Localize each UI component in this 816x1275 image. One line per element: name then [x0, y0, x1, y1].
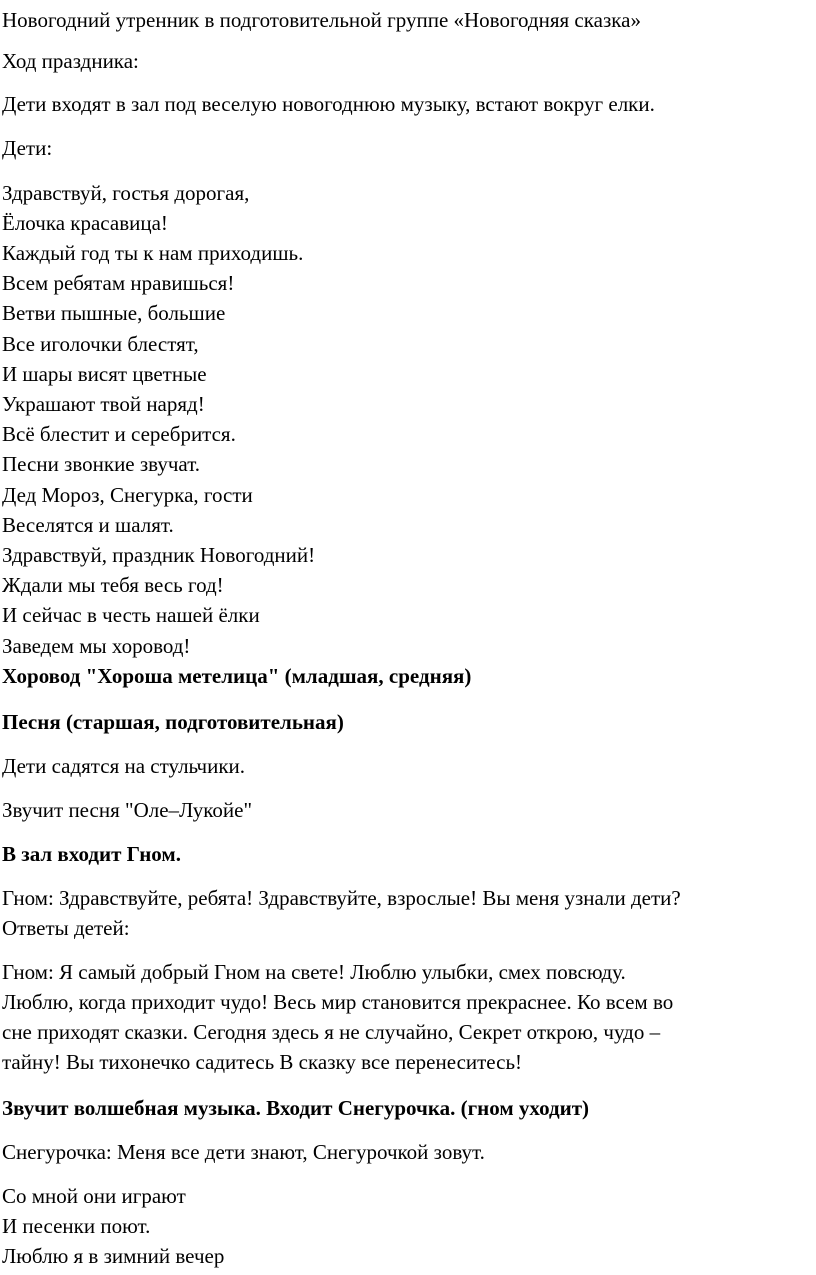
- poem-line: Здравствуй, гостья дорогая,: [2, 181, 250, 205]
- poem-line: Всем ребятам нравишься!: [2, 271, 235, 295]
- poem-line: Ждали мы тебя весь год!: [2, 573, 224, 597]
- paragraph: Ответы детей:: [2, 916, 130, 940]
- poem-line: Ветви пышные, большие: [2, 301, 226, 325]
- poem-line: Всё блестит и серебрится.: [2, 422, 236, 446]
- paragraph: Дети садятся на стульчики.: [2, 754, 246, 778]
- poem-line: Ёлочка красавица!: [2, 211, 168, 235]
- paragraph: Гном: Здравствуйте, ребята! Здравствуйте, взрослые! Вы меня узнали дети?: [2, 886, 681, 910]
- poem-line: Люблю я в зимний вечер: [2, 1244, 225, 1268]
- poem-line: Все иголочки блестят,: [2, 332, 199, 356]
- paragraph: Дети входят в зал под веселую новогоднюю музыку, встают вокруг елки.: [2, 92, 655, 116]
- poem-line: Украшают твой наряд!: [2, 392, 205, 416]
- poem-line: Со мной они играют: [2, 1184, 186, 1208]
- poem-line: И сейчас в честь нашей ёлки: [2, 603, 260, 627]
- paragraph: Гном: Я самый добрый Гном на свете! Люблю улыбки, смех повсюду.: [2, 960, 626, 984]
- paragraph: Снегурочка: Меня все дети знают, Снегурочкой зовут.: [2, 1140, 485, 1164]
- section-heading: В зал входит Гном.: [2, 842, 181, 866]
- paragraph: Звучит песня "Оле–Лукойе": [2, 798, 253, 822]
- poem-line: Здравствуй, праздник Новогодний!: [2, 543, 316, 567]
- poem-line: И шары висят цветные: [2, 362, 207, 386]
- paragraph: Люблю, когда приходит чудо! Весь мир становится прекраснее. Ко всем во: [2, 990, 674, 1014]
- poem-line: Песни звонкие звучат.: [2, 452, 201, 476]
- poem-line: Каждый год ты к нам приходишь.: [2, 241, 304, 265]
- paragraph: тайну! Вы тихонечко садитесь В сказку все перенеситесь!: [2, 1050, 523, 1074]
- document-title: Новогодний утренник в подготовительной группе «Новогодняя сказка»: [2, 8, 641, 32]
- paragraph: Дети:: [2, 136, 53, 160]
- section-heading: Песня (старшая, подготовительная): [2, 710, 344, 734]
- section-heading: Хоровод "Хороша метелица" (младшая, средняя): [2, 664, 472, 688]
- section-heading: Звучит волшебная музыка. Входит Снегурочка. (гном уходит): [2, 1096, 590, 1120]
- paragraph: Ход праздника:: [2, 49, 139, 73]
- poem-line: Веселятся и шалят.: [2, 513, 174, 537]
- paragraph: сне приходят сказки. Сегодня здесь я не случайно, Секрет открою, чудо –: [2, 1020, 661, 1044]
- poem-line: Заведем мы хоровод!: [2, 634, 191, 658]
- poem-line: И песенки поют.: [2, 1214, 151, 1238]
- poem-line: Дед Мороз, Снегурка, гости: [2, 483, 253, 507]
